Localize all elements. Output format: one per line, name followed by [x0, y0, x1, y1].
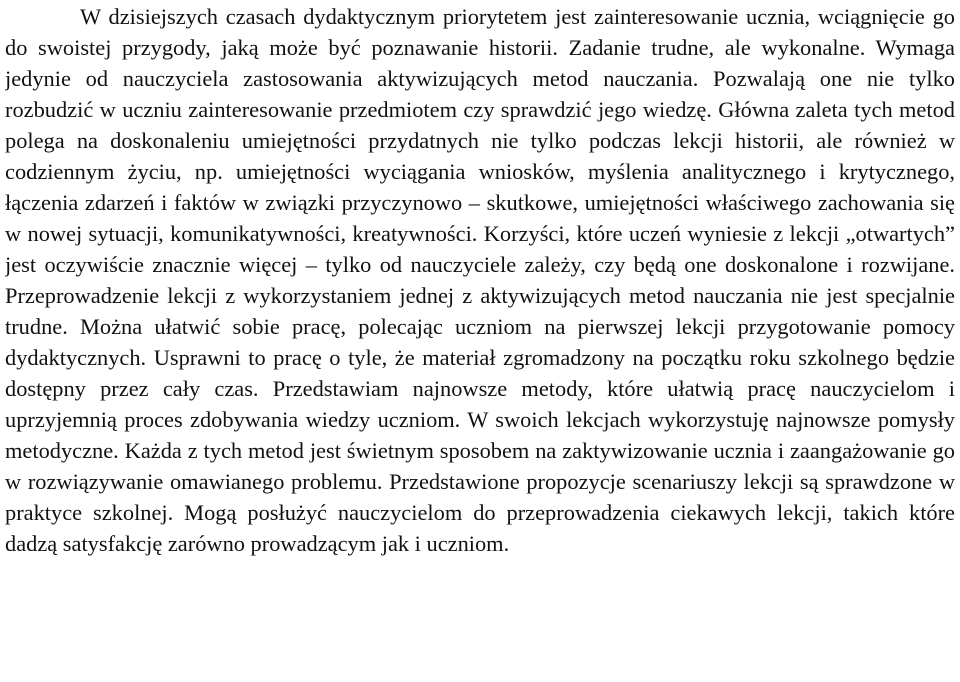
body-paragraph: W dzisiejszych czasach dydaktycznym priorytetem jest zainteresowanie ucznia, wciągnięcie go do swoistej przygody, jaką może być poznawanie historii. Zadanie trudne, ale wykonalne. Wymaga jedynie od nauczyciela zastosowania aktywizujących metod nauczania. Pozwalają one nie tylko rozbudzić w uczniu zainteresowanie przedmiotem czy sprawdzić jego wiedzę. Główna zaleta tych metod polega na doskonaleniu umiejętności przydatnych nie tylko podczas lekcji historii, ale również w codziennym życiu, np. umiejętności wyciągania wniosków, myślenia analitycznego i krytycznego, łączenia zdarzeń i faktów w związki przyczynowo – skutkowe, umiejętności właściwego zachowania się w nowej sytuacji, komunikatywności, kreatywności. Korzyści, które uczeń wyniesie z lekcji „otwartych” jest oczywiście znacznie więcej – tylko od nauczyciele zależy, czy będą one doskonalone i rozwijane. Przeprowadzenie lekcji z wykorzystaniem jednej z aktywizujących metod nauczania nie jest specjalnie trudne. Można ułatwić sobie pracę, polecając uczniom na pierwszej lekcji przygotowanie pomocy dydaktycznych. Usprawni to pracę o tyle, że materiał zgromadzony na początku roku szkolnego będzie dostępny przez cały czas. Przedstawiam najnowsze metody, które ułatwią pracę nauczycielom i uprzyjemnią proces zdobywania wiedzy uczniom. W swoich lekcjach wykorzystuję najnowsze pomysły metodyczne. Każda z tych metod jest świetnym sposobem na zaktywizowanie ucznia i zaangażowanie go w rozwiązywanie omawianego problemu. Przedstawione propozycje scenariuszy lekcji są sprawdzone w praktyce szkolnej. Mogą posłużyć nauczycielom do przeprowadzenia ciekawych lekcji, takich które dadzą satysfakcję zarówno prowadzącym jak i uczniom.: [5, 4, 955, 556]
document-page: [5, 0, 955, 682]
